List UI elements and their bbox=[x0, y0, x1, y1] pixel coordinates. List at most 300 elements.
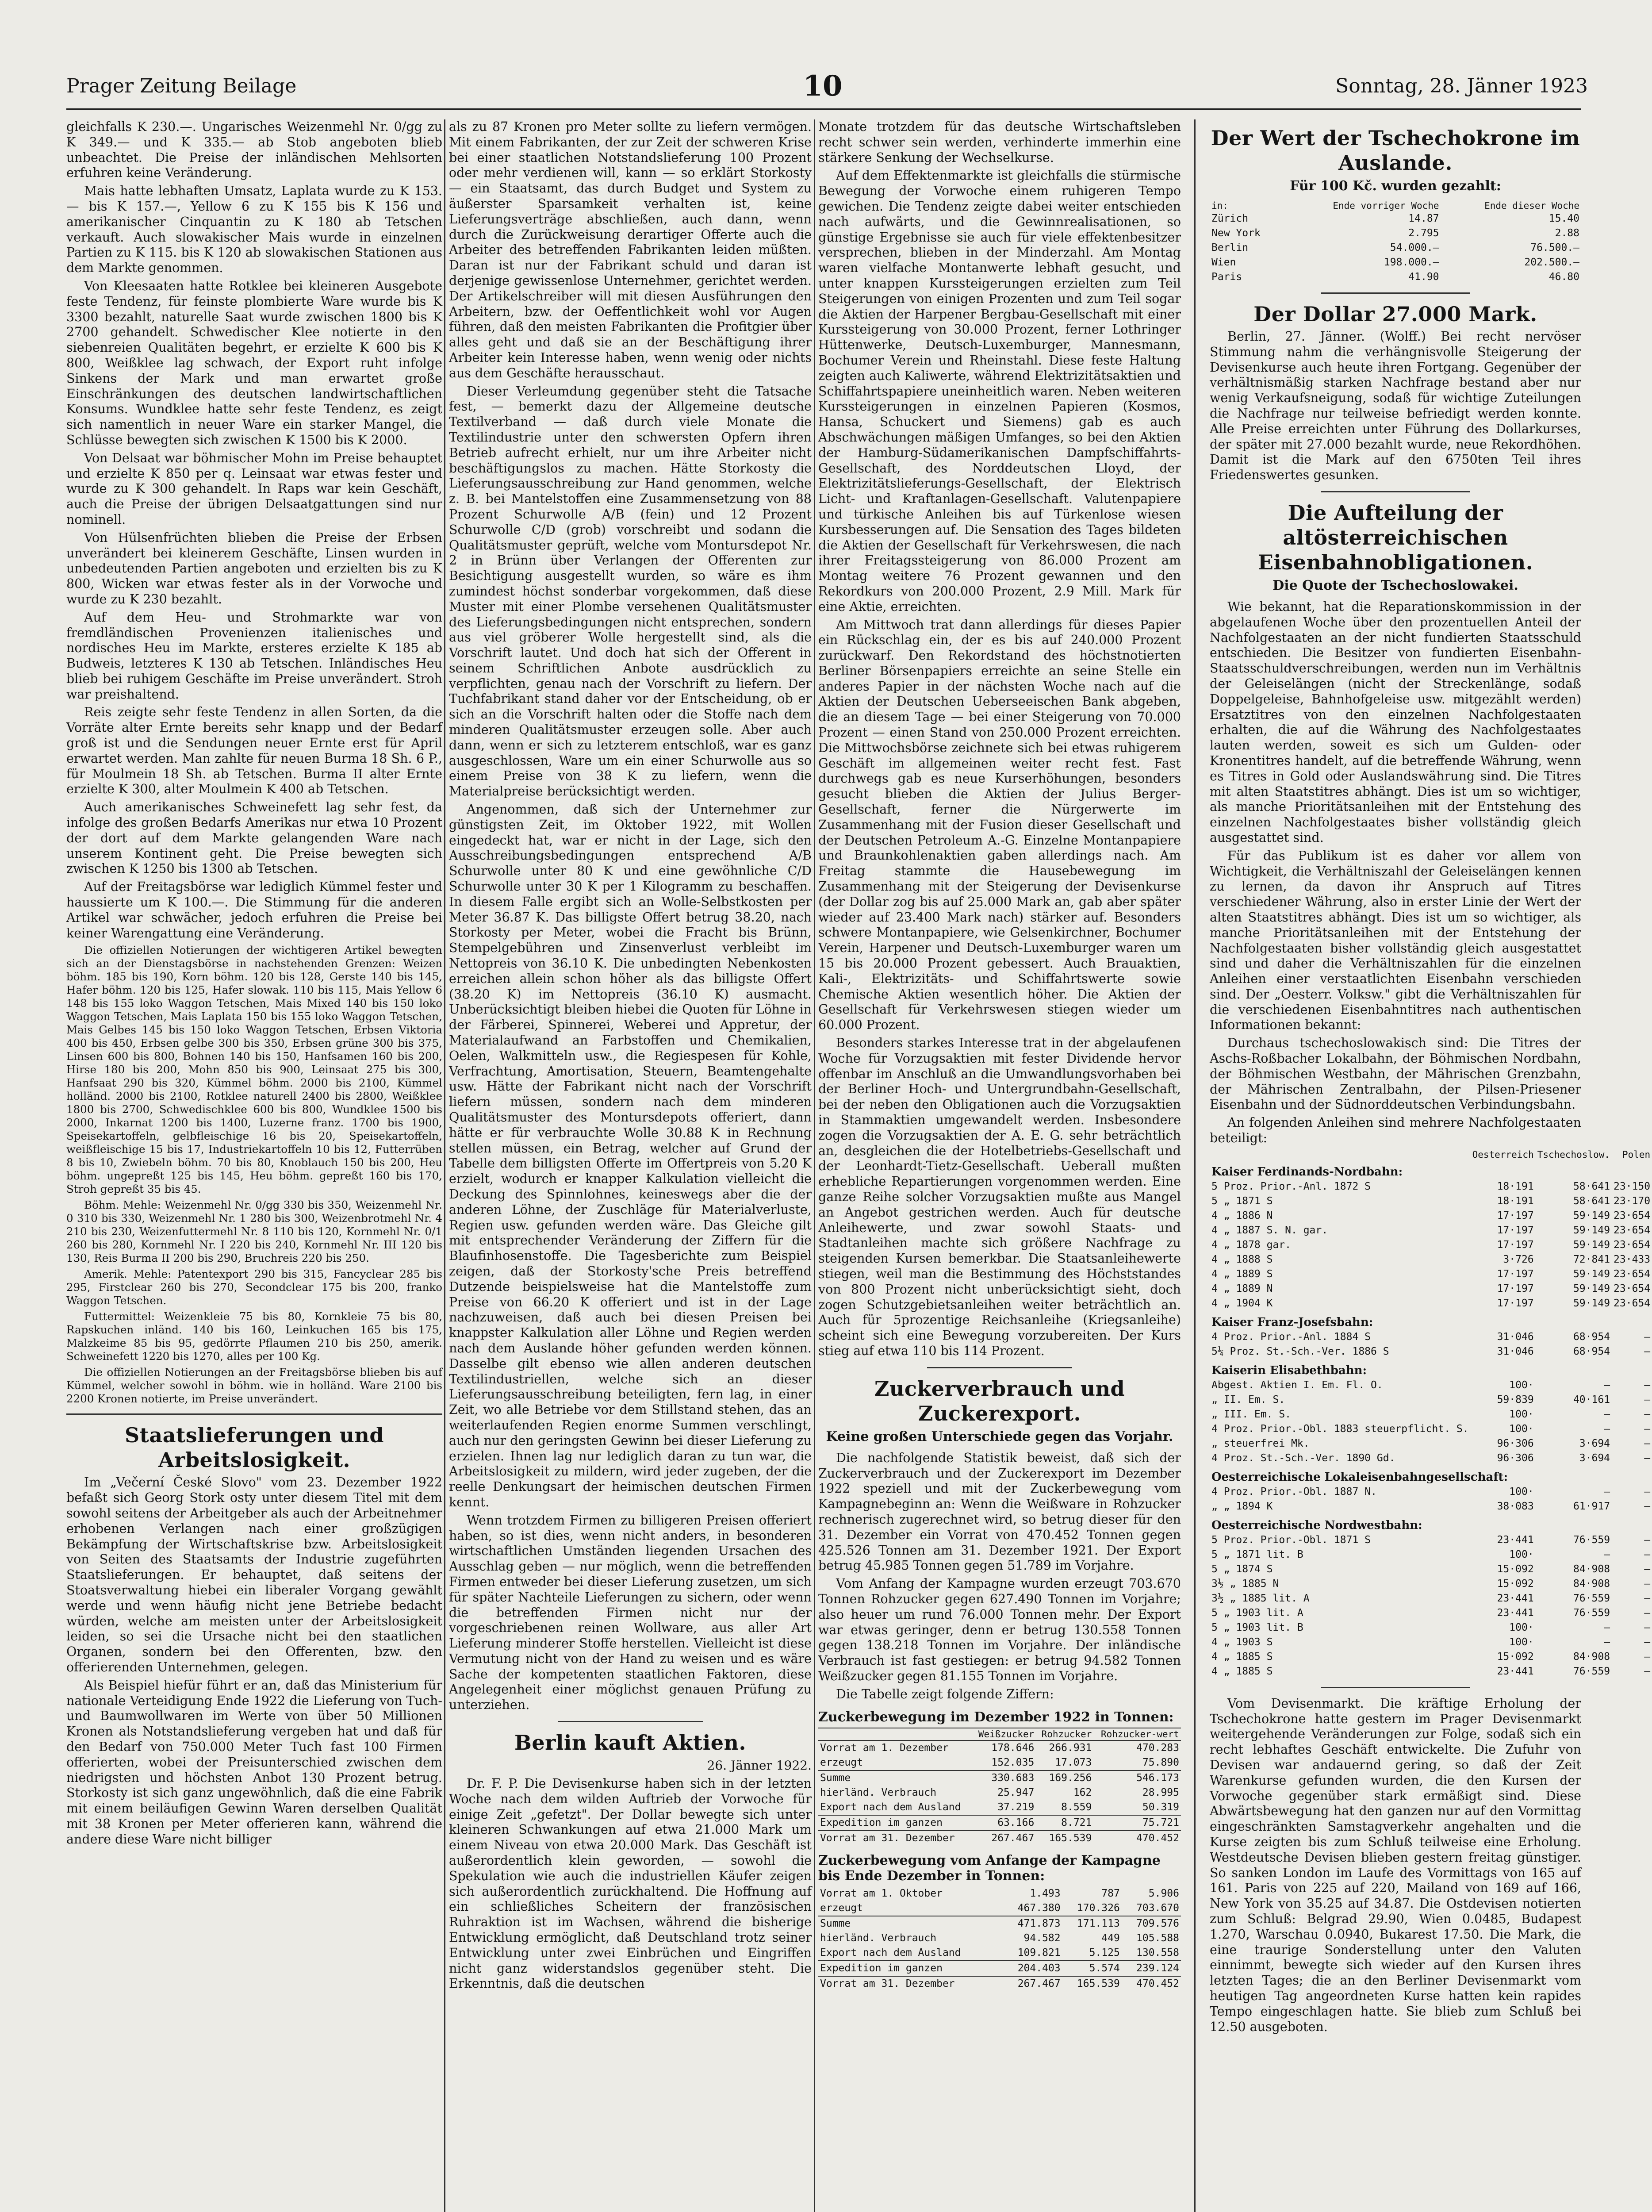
table-cell: 58·641 bbox=[1573, 1195, 1610, 1207]
table-cell: 152.035 bbox=[991, 1756, 1035, 1768]
table-cell: 96·306 bbox=[1497, 1437, 1534, 1449]
table-section-row bbox=[1210, 1311, 1652, 1330]
table-cell: 267.467 bbox=[1017, 1978, 1061, 1989]
table-cell: 266.931 bbox=[1049, 1742, 1092, 1754]
table-cell: 18·191 bbox=[1497, 1195, 1534, 1207]
table-cell: 5¼ Proz. St.-Sch.-Ver. 1886 S bbox=[1211, 1345, 1389, 1357]
table-cell: 17·197 bbox=[1497, 1210, 1534, 1221]
table-cell: Vorrat am 1. Dezember bbox=[820, 1742, 949, 1754]
table-cell: 23·654 bbox=[1614, 1297, 1651, 1309]
article-headline: Die Aufteilung der altösterreichischen Eisenbahnobligationen. bbox=[1257, 500, 1533, 574]
table-cell: 5 „ 1871 lit. B bbox=[1211, 1548, 1303, 1560]
table-cell: 94.582 bbox=[1023, 1932, 1061, 1944]
table-row bbox=[1210, 270, 1581, 284]
table-cell: 5 Proz. Prior.-Anl. 1872 S bbox=[1211, 1180, 1371, 1192]
currency-table bbox=[1210, 200, 1581, 284]
table-row bbox=[1210, 1252, 1652, 1267]
table-cell: hierländ. Verbrauch bbox=[820, 1786, 937, 1798]
article-separator bbox=[558, 1721, 703, 1722]
column-4 bbox=[1210, 119, 1651, 2212]
paragraph: Amerik. Mehle: Patentexport 290 bis 315, Fancyclear 285 bis 295, Firstclear 260 bis 270, Secondclear 175 bis 200, franko Waggon Tetschen. bbox=[66, 1267, 442, 1307]
table-cell: 84·908 bbox=[1573, 1578, 1610, 1590]
table-cell: 4 „ 1889 S bbox=[1211, 1268, 1273, 1280]
table-cell: — bbox=[1644, 1331, 1651, 1343]
table-cell: Vorrat am 31. Dezember bbox=[820, 1978, 955, 1989]
table-title: Zuckerbewegung im Dezember 1922 in Tonnen: bbox=[818, 1709, 1174, 1725]
table-cell: 4 Proz. Prior.-Obl. 1883 steuerpflicht. S. bbox=[1211, 1423, 1469, 1435]
paragraph: Dieser Verleumdung gegenüber steht die Tatsache fest, — bemerkt dazu der Allgemeine deutsche Textilverband — daß durch viele Monate die Textilindustrie unter den schwersten Opfern ihren Betrieb aufrecht erhielt, nur um ihre Arbeiter nicht beschäftigungslos zu machen. Hätte Storkosty die Lieferungsausschreibung zur Hand genommen, welche z. B. bei Mantelstoffen eine Zusammensetzung von 88 Prozent Schurwolle A/B (fein) und 12 Prozent Schurwolle C/D (grob) vorschreibt und sodann die Qualitätsmuster geprüft, welche vom Montursdepot Nr. 2 in Brünn über Verlangen der Offerenten zur Besichtigung ausgestellt wurden, so wäre es ihm zumindest höchst sonderbar vorgekommen, daß diese Muster mit einer Plombe versehenen Qualitätsmuster des Lieferungsbedingungen nicht entsprechen, sondern aus viel gröberer Wolle hergestellt sind, als die Vorschrift lautet. Und doch hat sich der Offerent in seinem Schriftlichen Anbote ausdrücklich zu verpflichten, genau nach der Vorschrift zu liefern. Der Tuchfabrikant stand daher vor der Entscheidung, ob er sich an die Vorschrift halten oder die Stoffe nach dem minderen Qualitätsmuster erzeugen solle. Aber auch dann, wenn er sich zu letzterem entschloß, war es ganz ausgeschlossen, Ware um ein einer Schurwolle aus so einem Preise von 38 K zu liefern, wenn die Materialpreise berücksichtigt werden. bbox=[449, 384, 812, 799]
table-cell: 76.500.— bbox=[1530, 242, 1579, 253]
table-cell: 23·654 bbox=[1614, 1210, 1651, 1221]
table-cell: — bbox=[1644, 1500, 1651, 1512]
table-row bbox=[1210, 1393, 1652, 1407]
table-cell: 3½ „ 1885 lit. A bbox=[1211, 1592, 1310, 1604]
table-cell: 703.670 bbox=[1136, 1902, 1179, 1914]
table-cell: 59·149 bbox=[1573, 1239, 1610, 1251]
table-cell: 4 „ 1886 N bbox=[1211, 1210, 1273, 1221]
table-cell: — bbox=[1644, 1651, 1651, 1663]
table-cell: 470.452 bbox=[1136, 1978, 1179, 1989]
table-cell: 59·149 bbox=[1573, 1224, 1610, 1236]
table-cell: — bbox=[1644, 1534, 1651, 1546]
table-row bbox=[1210, 1194, 1652, 1209]
table-row bbox=[1210, 1485, 1652, 1499]
table-cell: 59·149 bbox=[1573, 1210, 1610, 1221]
table-section-row bbox=[1210, 1466, 1652, 1485]
paragraph: Als Beispiel hiefür führt er an, daß das Ministerium für nationale Verteidigung Ende 1922 die Lieferung von Tuch- und Baumwollwaren im Werte von über 50 Millionen Kronen als Notstandslieferung vergeben hat und daß für den Bedarf von 750.000 Meter Tuch fast 100 Firmen offerierten, wobei der Preisunterschied zwischen dem niedrigsten und höchsten Anbot 130 Prozent betrug. Storkosty ist sich ganz ungewöhnlich, daß die eine Fabrik mit einem beiläufigen Gewinn Waren derselben Qualität mit 38 Kronen per Meter offerieren kann, während die andere diese Ware nicht billiger bbox=[66, 1678, 442, 1847]
table-cell: 72·841 bbox=[1573, 1253, 1610, 1265]
table-cell: 15·092 bbox=[1497, 1563, 1534, 1575]
paragraph: Besonders starkes Interesse trat in der abgelaufenen Woche für Vorzugsaktien mit fester Dividende hervor offenbar im Anschluß an die Umwandlungsvorhaben bei der Berliner Hoch- und Untergrundbahn-Gesellschaft, bei der neben den Obligationen auch die Vorzugsaktien in Stammaktien umgewandelt werden. Insbesondere zogen die Vorzugsaktien der A. E. G. sehr beträchtlich an, desgleichen die der Hotelbetriebs-Gesellschaft und der Leonhardt-Tietz-Gesellschaft. Ueberall mußten erhebliche Repartierungen vorgenommen werden. Eine ganze Reihe solcher Vorzugsaktien mußte aus Mangel an Angebot gestrichen werden. Auch für deutsche Anleihewerte, und zwar sowohl Staats- und Stadtanleihen machte sich größere Nachfrage zu steigenden Kursen bemerkbar. Die Staatsanleihewerte stiegen, weil man die Bestimmung des Höchststandes von 800 Prozent nicht unberücksichtigt sieht, doch zogen Schutzgebietsanleihen weiter beträchtlich an. Auch für 5prozentige Reichsanleihe (Kriegsanleihe) scheint sich eine Bewegung vorzubereiten. Der Kurs stieg auf etwa 110 bis 114 Prozent. bbox=[818, 1036, 1181, 1358]
table-row bbox=[1210, 241, 1581, 255]
table-cell: 105.588 bbox=[1136, 1932, 1179, 1944]
table-cell: 23·150 bbox=[1614, 1180, 1651, 1192]
paragraph: als zu 87 Kronen pro Meter sollte zu liefern vermögen. Mit einem Fabrikanten, der zur Zeit der schweren Krise bei einer staatlichen Notstandslieferung 100 Prozent oder mehr verdienen will, kann — so erklärt Storkosty — ein Staatsamt, das durch Budget und System zu äußerster Sparsamkeit verhalten ist, keine Lieferungsverträge abschließen, auch dann, wenn durch die Zurückweisung derartiger Offerte auch die Arbeiter des betreffenden Fabrikanten leiden müßten. Daran ist nur der Fabrikant schuld und daran ist derjenige gewissenlose Unternehmer, gerichtet werden. Der Artikelschreiber will mit diesen Ausführungen den Arbeitern, bzw. der Oeffentlichkeit wohl vor Augen führen, daß den meisten Fabrikanten die Profitgier über alles geht und daß sie an der Beschäftigung ihrer Arbeiter kein Interesse haben, wenn wenig oder nichts aus dem Geschäfte herausschaut. bbox=[449, 119, 812, 380]
table-cell: 59·149 bbox=[1573, 1268, 1610, 1280]
sugar-table-december bbox=[818, 1728, 1181, 1846]
paragraph: Auf der Freitagsbörse war lediglich Kümmel fester und haussierte um K 100.—. Die Stimmung für die anderen Artikel war schwächer, jedoch erfuhren die Preise bei keiner Warengattung eine Veränderung. bbox=[66, 879, 442, 941]
table-row bbox=[1210, 1577, 1652, 1591]
paragraph: Reis zeigte sehr feste Tendenz in allen Sorten, da die Vorräte alter Ernte bereits sehr knapp und der Bedarf groß ist und die Sendungen neuer Ernte erst für April erwartet werden. Man zahlte für neuen Burma 18 Sh. 6 P., für Moulmein 18 Sh. ab Tetschen. Burma II alter Ernte erzielte K 300, alter Moulmein K 400 ab Tetschen. bbox=[66, 705, 442, 797]
table-row bbox=[1210, 1179, 1652, 1194]
table-cell: 130.558 bbox=[1136, 1947, 1179, 1959]
table-cell: — bbox=[1644, 1379, 1651, 1391]
table-cell: 165.539 bbox=[1077, 1978, 1120, 1989]
table-row bbox=[1210, 255, 1581, 270]
table-row bbox=[1210, 1533, 1652, 1548]
table-cell: 3·694 bbox=[1579, 1452, 1610, 1464]
table-header: Ende dieser Woche bbox=[1484, 200, 1579, 211]
table-cell: 546.173 bbox=[1136, 1772, 1179, 1784]
table-row bbox=[818, 1740, 1181, 1755]
paragraph: Wenn trotzdem Firmen zu billigeren Preisen offeriert haben, so ist dies, wenn nicht anders, in besonderen wirtschaftlichen Umständen liegenden Ursachen des Ausschlag geben — nur möglich, wenn die betreffenden Firmen entweder bei dieser Lieferung zusetzen, um sich für später Nachteile Lieferungen zu sichern, oder wenn die betreffenden Firmen nicht nur der vorgeschriebenen reinen Wollware, aus aller Art Lieferung minderer Stoffe herstellen. Vielleicht ist diese Vermutung nicht von der Hand zu weisen und es wäre Sache der kompetenten staatlichen Faktoren, diese Angelegenheit einer möglichst genauen Prüfung zu unterziehen. bbox=[449, 1513, 812, 1713]
table-cell: 17·197 bbox=[1497, 1224, 1534, 1236]
table-cell: 5.906 bbox=[1148, 1887, 1179, 1899]
table-row bbox=[1210, 1606, 1652, 1621]
table-cell: 15·092 bbox=[1497, 1651, 1534, 1663]
table-cell: 4 „ 1904 K bbox=[1211, 1297, 1273, 1309]
paragraph: Für das Publikum ist es daher vor allem von Wichtigkeit, die Verhältniszahl der Geleiselängen kennen zu lernen, da davon ihr Anspruch auf Titres verschiedener Währung, also in erster Linie der Wert der alten Staatstitres abhängt. Dies ist um so wichtiger, als manche Prioritätsanleihen mit der Entstehung der Nachfolgestaaten bisher vollständig gleich ausgestattet sind und daher die Verhältniszahlen für die einzelnen Anleihen einer verstaatlichten Eisenbahn verschieden sind. Der „Oesterr. Volksw." gibt die Verhältniszahlen für die verschiedenen Eisenbahntitres nach authentischen Informationen bekannt: bbox=[1210, 848, 1581, 1033]
table-cell: 23·441 bbox=[1497, 1534, 1534, 1546]
table-section-row bbox=[1210, 1160, 1652, 1179]
table-section-row bbox=[1210, 1514, 1652, 1533]
table-cell: 4 „ 1888 S bbox=[1211, 1253, 1273, 1265]
table-cell: Expedition im ganzen bbox=[820, 1962, 943, 1974]
paragraph: Futtermittel: Weizenkleie 75 bis 80, Kornkleie 75 bis 80, Rapskuchen inländ. 140 bis 160, Leinkuchen 165 bis 175, Malzkeime 85 bis 95, gedörrte Pflaumen 210 bis 250, amerik. Schweinefett 1220 bis 1270, alles per 100 Kg. bbox=[66, 1310, 442, 1363]
paragraph: Von Delsaat war böhmischer Mohn im Preise behauptet und erzielte K 850 per q. Leinsaat war etwas fester und wurde zu K 300 gehandelt. In Raps war kein Geschäft, auch die Preise der übrigen Delsaatgattungen sind nur nominell. bbox=[66, 450, 442, 527]
paragraph: Berlin, 27. Jänner. (Wolff.) Bei recht nervöser Stimmung nahm die verhängnisvolle Steigerung der Devisenkurse auch heute ihren Fortgang. Gegenüber der verhältnismäßig starken Nachfrage bestand aber nur wenig Verkaufsneigung, sodaß für wichtige Zuteilungen die Nachfrage nur teilweise befriedigt werden konnte. Alle Preise erreichten unter Führung des Dollarkurses, der später mit 27.000 bezahlt wurde, neue Rekordhöhen. Damit ist die Mark auf den 6750ten Teil ihres Friedenswertes gesunken. bbox=[1210, 329, 1581, 483]
table-cell: — bbox=[1644, 1486, 1651, 1498]
article-subheadline: Für 100 Kč. wurden gezahlt: bbox=[1290, 178, 1501, 194]
table-row bbox=[1210, 1664, 1652, 1679]
table-header: Rohzucker-wert bbox=[1100, 1728, 1179, 1740]
table-row bbox=[1210, 1267, 1652, 1282]
table-row bbox=[1210, 1223, 1652, 1238]
table-cell: 5 „ 1874 S bbox=[1211, 1563, 1273, 1575]
paragraph: Die Tabelle zeigt folgende Ziffern: bbox=[836, 1686, 1054, 1701]
table-cell: 28.995 bbox=[1142, 1786, 1179, 1798]
table-cell: 170.326 bbox=[1077, 1902, 1120, 1914]
table-cell: „ III. Em. S. bbox=[1211, 1408, 1292, 1420]
paragraph: Vom Devisenmarkt. Die kräftige Erholung der Tschechokrone hatte gestern im Prager Devisenmarkt weitergehende Veränderungen zur Folge, sodaß sich ein recht lebhaftes Geschäft entwickelte. Die Zufuhr von Devisen war andauernd gering, so daß der Zeit Warenkurse gefunden wurden, die den Kursen der Vorwoche gegenüber stark ermäßigt sind. Diese Abwärtsbewegung hat den ganzen nur auf den Vormittag eingeschränkten Samstagverkehr angehalten und die Kurse zeigten bis zum Schluß teilweise eine Erholung. Westdeutsche Devisen blieben gestern freitag günstiger. So sanken London im Laufe des Vormittags von 165 auf 161. Paris von 225 auf 220, Mailand von 169 auf 166, New York von 35.25 auf 34.87. Die Ostdevisen notierten zum Schluß: Belgrad 29.90, Wien 0.0485, Budapest 1.270, Warschau 0.0940, Bukarest 17.50. Die Mark, die eine traurige Sonderstellung unter den Valuten einnimmt, bewegte sich wieder auf den Kursen ihres letzten Tages; die an den Berliner Devisenmarkt vom heutigen Tag angeordneten Kurse hatten kein rapides Tempo eingeschlagen hatte. Sie blieb zum Schluß bei 12.50 ausgeboten. bbox=[1210, 1696, 1581, 2034]
table-cell: 37.219 bbox=[997, 1801, 1035, 1813]
table-cell: 4 Proz. Prior.-Obl. 1887 N. bbox=[1211, 1486, 1377, 1498]
table-row bbox=[1210, 1238, 1652, 1252]
table-cell: 23·654 bbox=[1614, 1268, 1651, 1280]
table-cell: 59·839 bbox=[1497, 1394, 1534, 1406]
table-row bbox=[818, 1976, 1181, 1991]
table-row bbox=[818, 1770, 1181, 1786]
column-1 bbox=[66, 119, 442, 2212]
table-cell: 169.256 bbox=[1049, 1772, 1092, 1784]
table-cell: 23·170 bbox=[1614, 1195, 1651, 1207]
table-cell: — bbox=[1644, 1548, 1651, 1560]
table-row bbox=[1210, 1330, 1652, 1344]
table-cell: 18·191 bbox=[1497, 1180, 1534, 1192]
table-cell: Export nach dem Ausland bbox=[820, 1947, 961, 1959]
table-cell: erzeugt bbox=[820, 1756, 863, 1768]
table-cell: — bbox=[1644, 1394, 1651, 1406]
table-cell: 59·149 bbox=[1573, 1283, 1610, 1294]
header-date: Sonntag, 28. Jänner 1923 bbox=[1335, 75, 1588, 97]
table-cell: 4 „ 1903 S bbox=[1211, 1636, 1273, 1648]
table-section-row bbox=[1210, 1359, 1652, 1378]
table-section-title: Kaiserin Elisabethbahn: bbox=[1211, 1363, 1367, 1377]
table-cell: 100· bbox=[1509, 1379, 1534, 1391]
column-divider bbox=[814, 119, 815, 2212]
table-cell: 171.113 bbox=[1077, 1917, 1120, 1929]
paragraph: Auf dem Effektenmarkte ist gleichfalls die stürmische Bewegung der Vorwoche einem ruhigeren Tempo gewichen. Die Tendenz zeigte dabei weiter entschieden nach aufwärts, und die Gewinnrealisationen, so günstige Ergebnisse sie auch für viele effektenbesitzer versprechen, blieben in der Minderzahl. Am Montag waren vielfache Montanwerte lebhaft gesucht, und unter knappen Kurssteigerungen erzielten zum Teil Steigerungen von einigen Prozenten und zum Teil sogar die Aktien der Harpener Bergbau-Gesellschaft mit einer Kurssteigerung von 30.000 Prozent, ferner Lothringer Hüttenwerke, Deutsch-Luxemburger, Mannesmann, Bochumer Verein und Rheinstahl. Diese feste Haltung zeigten auch Kaliwerte, während Elektrizitätsaktien und Schiffahrtspapiere uneinheitlich waren. Neben weiteren Kurssteigerungen in einzelnen Papieren (Kosmos, Hansa, Schuckert und Siemens) gab es auch Abschwächungen mäßigen Umfanges, so bei den Aktien der Hamburg-Südamerikanischen Dampfschiffahrts-Gesellschaft, des Norddeutschen Lloyd, der Elektrizitätslieferungs-Gesellschaft, der Elektrisch Licht- und Kraftanlagen-Gesellschaft. Valutenpapiere und türkische Anleihen bis auf Türkenlose wiesen Kursbesserungen auf. Die Sensation des Tages bildeten die Aktien der Gesellschaft für Verkehrswesen, die nach ihrer Freitagssteigerung von 86.000 Prozent am Montag weitere 76 Prozent gewannen und den Rekordkurs von 200.000 Prozent, 2.9 Mill. Mark für eine Aktie, erreichten. bbox=[818, 168, 1181, 614]
table-row bbox=[818, 1815, 1181, 1831]
table-cell: 59·149 bbox=[1573, 1297, 1610, 1309]
table-row bbox=[1210, 226, 1581, 241]
table-cell: 14.87 bbox=[1408, 213, 1439, 224]
article-separator bbox=[1321, 1687, 1470, 1688]
page-number: 10 bbox=[803, 69, 843, 103]
table-cell: 17.073 bbox=[1055, 1756, 1092, 1768]
table-cell: 4 „ 1878 gar. bbox=[1211, 1239, 1292, 1251]
table-cell: 5 „ 1903 lit. B bbox=[1211, 1621, 1303, 1633]
table-cell: 1.493 bbox=[1030, 1887, 1061, 1899]
table-row bbox=[1210, 1635, 1652, 1650]
table-section-title: Kaiser Franz-Josefsbahn: bbox=[1211, 1315, 1373, 1329]
table-cell: 202.500.— bbox=[1524, 257, 1579, 268]
table-cell: 8.559 bbox=[1061, 1801, 1092, 1813]
table-section-title: Kaiser Ferdinands-Nordbahn: bbox=[1211, 1165, 1403, 1179]
table-cell: Vorrat am 1. Oktober bbox=[820, 1887, 943, 1899]
table-header: in: bbox=[1211, 200, 1228, 211]
header-title: Prager Zeitung Beilage bbox=[66, 75, 297, 97]
table-cell: 330.683 bbox=[991, 1772, 1035, 1784]
table-cell: 46.80 bbox=[1549, 271, 1579, 283]
table-row bbox=[1210, 1548, 1652, 1562]
table-row bbox=[818, 1886, 1181, 1901]
table-header: Tschechoslow. bbox=[1537, 1149, 1610, 1160]
table-row bbox=[1210, 1499, 1652, 1514]
table-cell: Summe bbox=[820, 1917, 851, 1929]
table-header bbox=[1210, 1149, 1471, 1160]
table-cell: 471.873 bbox=[1017, 1917, 1061, 1929]
table-cell: 5.125 bbox=[1089, 1947, 1120, 1959]
paragraph: gleichfalls K 230.—. Ungarisches Weizenmehl Nr. 0/gg zu K 349.— und K 335.— ab Stob angeboten blieb unbeachtet. Die Preise der inländischen Mehlsorten erfuhren keine Veränderung. bbox=[66, 119, 442, 180]
table-cell: 23·654 bbox=[1614, 1283, 1651, 1294]
table-cell: 15.40 bbox=[1549, 213, 1579, 224]
table-header: Oesterreich bbox=[1472, 1149, 1534, 1160]
column-2 bbox=[449, 119, 812, 2212]
table-cell: New York bbox=[1211, 227, 1261, 239]
table-cell: Vorrat am 31. Dezember bbox=[820, 1832, 955, 1844]
table-row bbox=[1210, 211, 1581, 226]
table-cell: 5 Proz. Prior.-Obl. 1871 S bbox=[1211, 1534, 1371, 1546]
table-row bbox=[1210, 1407, 1652, 1422]
price-listings bbox=[66, 944, 442, 1406]
table-row bbox=[1210, 1451, 1652, 1466]
railway-table bbox=[1210, 1149, 1652, 1679]
table-cell: 100· bbox=[1509, 1548, 1534, 1560]
table-cell: 709.576 bbox=[1136, 1917, 1179, 1929]
table-header bbox=[818, 1728, 973, 1740]
table-cell: 5.574 bbox=[1089, 1962, 1120, 1974]
paragraph: Böhm. Mehle: Weizenmehl Nr. 0/gg 330 bis 350, Weizenmehl Nr. 0 310 bis 330, Weizenmehl Nr. 1 280 bis 300, Weizenbrotmehl Nr. 4 210 bis 230, Weizenfuttermehl Nr. 8 110 bis 120, Kornmehl Nr. 0/1 260 bis 280, Kornmehl Nr. I 220 bis 240, Kornmehl Nr. III 120 bis 130, Reis Burma II 200 bis 290, Bruchreis 220 bis 250. bbox=[66, 1198, 442, 1265]
table-cell: — bbox=[1604, 1379, 1610, 1391]
table-cell: 76·559 bbox=[1573, 1607, 1610, 1619]
table-cell: 4 „ 1887 S. N. gar. bbox=[1211, 1224, 1328, 1236]
table-cell: 470.283 bbox=[1136, 1742, 1179, 1754]
table-cell: 17·197 bbox=[1497, 1297, 1534, 1309]
table-cell: — bbox=[1644, 1665, 1651, 1677]
table-cell: 31·046 bbox=[1497, 1345, 1534, 1357]
table-cell: 165.539 bbox=[1049, 1832, 1092, 1844]
table-cell: 76·559 bbox=[1573, 1534, 1610, 1546]
table-cell: — bbox=[1644, 1345, 1651, 1357]
paragraph: Dr. F. P. Die Devisenkurse haben sich in der letzten Woche nach dem wilden Auftrieb der Vorwoche für einige Zeit „gefetzt". Der Dollar bewegte sich unter kleineren Schwankungen auf etwa 21.000 Mark um einem Niveau von etwa 20.000 Mark. Das Geschäft ist außerordentlich klein geworden, — sowohl die Spekulation wie auch die industriellen Käufer zeigen sich außerordentlich zurückhaltend. Die Hoffnung auf ein schließliches Scheitern der französischen Ruhraktion ist im Wachsen, während die bisherige Entwicklung ermöglicht, daß Deutschland trotz seiner Entwicklung unter zwei Einbrüchen und Eingriffen nicht ganz widerstandslos gegenüber steht. Die Erkenntnis, daß die deutschen bbox=[449, 1776, 812, 1991]
table-cell: — bbox=[1604, 1548, 1610, 1560]
table-cell: 162 bbox=[1073, 1786, 1092, 1798]
table-cell: — bbox=[1644, 1437, 1651, 1449]
table-cell: „ steuerfrei Mk. bbox=[1211, 1437, 1310, 1449]
paragraph: Vom Anfang der Kampagne wurden erzeugt 703.670 Tonnen Rohzucker gegen 627.490 Tonnen im Vorjahre; also heuer um rund 76.000 Tonnen mehr. Der Export war etwas geringer, denn er betrug 130.558 Tonnen gegen 138.218 Tonnen im Vorjahre. Der inländische Verbrauch ist fast gestiegen: er betrug 94.582 Tonnen Weißzucker gegen 81.155 Tonnen im Vorjahre. bbox=[818, 1576, 1181, 1683]
table-row bbox=[1210, 1591, 1652, 1606]
table-cell: 17·197 bbox=[1497, 1239, 1534, 1251]
table-cell: 68·954 bbox=[1573, 1331, 1610, 1343]
article-subheadline: Keine großen Unterschiede gegen das Vorjahr. bbox=[826, 1429, 1173, 1444]
table-cell: 3·726 bbox=[1503, 1253, 1534, 1265]
paragraph: Auch amerikanisches Schweinefett lag sehr fest, da infolge des großen Bedarfs Amerikas nur etwa 10 Prozent der dort auf dem Markte gelangenden Ware nach unserem Kontinent geht. Die Preise bewegten sich zwischen K 1250 bis 1300 ab Tetschen. bbox=[66, 800, 442, 876]
table-cell: 4 Proz. Prior.-Anl. 1884 S bbox=[1211, 1331, 1371, 1343]
article-headline: Zuckerverbrauch und Zuckerexport. bbox=[874, 1376, 1125, 1425]
table-cell: 3½ „ 1885 N bbox=[1211, 1578, 1279, 1590]
table-cell: 75.890 bbox=[1142, 1756, 1179, 1768]
table-cell: 100· bbox=[1509, 1486, 1534, 1498]
table-cell: 54.000.— bbox=[1390, 242, 1439, 253]
table-row bbox=[1210, 1282, 1652, 1296]
table-section-title: Oesterreichische Lokaleisenbahngesellschaft: bbox=[1211, 1470, 1508, 1484]
table-cell: — bbox=[1604, 1621, 1610, 1633]
paragraph: Auf dem Heu- und Strohmarkte war von fremdländischen Provenienzen italienisches und nordisches Heu im Markte, ersteres erzielte K 185 ab Budweis, letzteres K 130 ab Tetschen. Inländisches Heu blieb bei ruhigem Geschäfte im Preise unverändert. Stroh war preishaltend. bbox=[66, 610, 442, 702]
table-cell: — bbox=[1644, 1607, 1651, 1619]
paragraph: Am Mittwoch trat dann allerdings für dieses Papier ein Rückschlag ein, der es bis auf 240.000 Prozent zurückwarf. Den Rekordstand des höchstnotierten Berliner Börsenpapiers erreichte an seine Stelle ein anderes Papier in der nächsten Woche nach auf die Aktien der Deutschen Ueberseeischen Bank abgeben, die an diesem Tage — bei einer Steigerung von 70.000 Prozent — einen Stand von 250.000 Prozent erreichten. Die Mittwochsbörse zeichnete sich bei etwas ruhigerem Geschäft im allgemeinen weiter recht fest. Fast durchwegs gab es neue Kurserhöhungen, besonders gesucht blieben die Aktien der Julius Berger-Gesellschaft, ferner die Nürgerwerte im Zusammenhang mit der Fusion dieser Gesellschaft und der Deutschen Petroleum A.-G. Einzelne Montanpapiere und Braunkohlenaktien gaben allerdings nach. Am Freitag stammte die Hausebewegung im Zusammenhang mit der Steigerung der Devisenkurse (der Dollar zog bis auf 25.000 Mark an, gab aber später wieder auf 23.400 Mark nach) stärker auf. Besonders schwere Montanpapiere, wie Gelsenkirchner, Bochumer Verein, Harpener und Deutsch-Luxemburger waren um 15 bis 20.000 Prozent gebessert. Auch Brauaktien, Kali-, Elektrizitäts- und Schiffahrtswerte sowie Chemische Aktien wesentlich höher. Die Aktien der Gesellschaft für Verkehrswesen stiegen wieder um 60.000 Prozent. bbox=[818, 617, 1181, 1033]
article-headline: Der Dollar 27.000 Mark. bbox=[1253, 302, 1537, 326]
table-row bbox=[818, 1800, 1181, 1815]
article-separator bbox=[927, 1367, 1072, 1368]
table-cell: 4 „ 1889 N bbox=[1211, 1283, 1273, 1294]
paragraph: Angenommen, daß sich der Unternehmer zur günstigsten Zeit, im Oktober 1922, mit Wollen eingedeckt hat, war er nicht in der Lage, sich den Ausschreibungsbedingungen entsprechend A/B Schurwolle unter 80 K und eine gewöhnliche C/D Schurwolle unter 30 K per 1 Kilogramm zu beschaffen. In diesem Falle ergibt sich an Wolle-Selbstkosten per Meter 36.87 K. Das billigste Offert betrug 38.20, nach Storkosty per Meter, wobei die Fracht bis Brünn, Stempelgebühren und Zinsenverlust verbleibt im Nettopreis von 36.10 K. Die unbedingten Nebenkosten erreichen allein schon höher als das billigste Offert (38.20 K) im Nettopreis (36.10 K) ausmacht. Unberücksichtigt bleiben hiebei die Quoten für Löhne in der Färberei, Spinnerei, Weberei und Appretur, der Materialaufwand an Farbstoffen und Chemikalien, Oelen, Walkmitteln usw., die Regiespesen für Kohle, Verfrachtung, Amortisation, Steuern, Beamtengehalte usw. Hätte der Fabrikant nicht nach der Vorschrift liefern müssen, sondern nach dem minderen Qualitätsmuster des Montursdepots offeriert, dann hätte er für verbrauchte Wolle 30.88 K in Rechnung stellen müssen, ein Betrag, welcher auf Grund der Tabelle dem billigsten Offerte im Offertpreis von 5.20 K erzielt, wodurch er knapper Kalkulation vielleicht die Deckung des Spinnlohnes, keineswegs aber die der anderen Löhne, der Zuschläge für Materialverluste, Regien usw. gefunden werden wäre. Das Gleiche gilt mit entsprechender Veränderung der Ziffern für die Blaufinhosenstoffe. Die Tagesberichte zum Beispiel zeigen, daß der Storkosty'sche Preis betreffend Dutzende beispielsweise hat die Mantelstoffe zum Preise von 66.20 K offeriert und ist in der Lage nachzuweisen, daß auch bei diesen Preisen bei knappster Kalkulation aller Löhne und Regien werden nach dem Auslande höher gefunden werden können. Dasselbe gilt ebenso wie allen anderen deutschen Textilindustriellen, welche sich an dieser Lieferungsausschreibung beteiligten, fern lag, in einer Zeit, wo alle Betriebe vor dem Stillstand stehen, das an weiterlaufenden Regien enorme Summen verschlingt, auch nur den geringsten Gewinn bei dieser Lieferung zu erzielen. Ihnen lag nur lediglich daran zu tun war, die Arbeitslosigkeit zu mildern, wird jeder zugeben, der die reelle Denkungsart der heimischen deutschen Firmen kennt. bbox=[449, 802, 812, 1509]
table-cell: 239.124 bbox=[1136, 1962, 1179, 1974]
table-row bbox=[1210, 1344, 1652, 1359]
header-rule bbox=[66, 108, 1581, 110]
table-cell: 2.88 bbox=[1555, 227, 1579, 239]
paragraph: Monate trotzdem für das deutsche Wirtschaftsleben recht schwer sein werden, verhinderte immerhin eine stärkere Senkung der Wechselkurse. bbox=[818, 119, 1181, 165]
paragraph: Die nachfolgende Statistik beweist, daß sich der Zuckerverbrauch und der Zuckerexport im Dezember 1922 speziell und mit der Zuckerbewegung vom Kampagnebeginn an: Wenn die Weißware in Rohzucker rechnerisch zugerechnet wird, so betrug dieser für den 31. Dezember ein Vorrat von 470.452 Tonnen gegen 425.526 Tonnen am 31. Dezember 1921. Der Export betrug 45.985 Tonnen gegen 51.789 im Vorjahre. bbox=[818, 1450, 1181, 1573]
table-cell: Abgest. Aktien I. Em. Fl. O. bbox=[1211, 1379, 1383, 1391]
table-cell: Paris bbox=[1211, 271, 1242, 283]
table-header: Ende vorriger Woche bbox=[1333, 200, 1439, 211]
table-header: Rohzucker bbox=[1041, 1728, 1092, 1740]
table-row bbox=[1210, 1422, 1652, 1436]
table-cell: — bbox=[1644, 1621, 1651, 1633]
table-cell: 3·694 bbox=[1579, 1437, 1610, 1449]
table-cell: — bbox=[1644, 1563, 1651, 1575]
table-cell: — bbox=[1604, 1636, 1610, 1648]
paragraph: Durchaus tschechoslowakisch sind: Die Titres der Aschs-Roßbacher Lokalbahn, der Böhmischen Nordbahn, der Böhmischen Westbahn, der Mährischen Grenzbahn, der Mährischen Zentralbahn, der Pilsen-Priesener Eisenbahn und der Südnorddeutschen Verbindungsbahn. bbox=[1210, 1036, 1581, 1112]
paragraph: An folgenden Anleihen sind mehrere Nachfolgestaaten beteiligt: bbox=[1210, 1115, 1581, 1146]
table-cell: 5 „ 1903 lit. A bbox=[1211, 1607, 1303, 1619]
table-header: Weißzucker bbox=[978, 1728, 1035, 1740]
paragraph: Die offiziellen Notierungen an der Freitagsbörse blieben bis auf Kümmel, welcher sowohl in böhm. wie in holländ. Ware 2100 bis 2200 Kronen notierte, im Preise unverändert. bbox=[66, 1366, 442, 1406]
table-row bbox=[818, 1931, 1181, 1946]
table-cell: 204.403 bbox=[1017, 1962, 1061, 1974]
table-row bbox=[818, 1831, 1181, 1846]
article-separator bbox=[1321, 491, 1470, 492]
paragraph: Von Kleesaaten hatte Rotklee bei kleineren Ausgebote feste Tendenz, für feinste plombierte Ware wurde bis K 3300 bezahlt, naturelle Saat wurde zwischen 1800 bis K 2700 gehandelt. Schwedischer Klee notierte in den siebenreien Qualitäten begehrt, er erzielte K 600 bis K 800, Weißklee lag schwach, der Export ruht infolge Sinkens der Mark und man erwartet große Einschränkungen des deutschen landwirtschaftlichen Konsums. Wundklee hatte sehr feste Tendenz, es zeigt sich namentlich in neuer Ware ein starker Mangel, die Schlüsse bewegten sich zwischen K 1500 bis K 2000. bbox=[66, 278, 442, 447]
table-cell: 58·641 bbox=[1573, 1180, 1610, 1192]
table-row bbox=[1210, 1378, 1652, 1393]
table-cell: 4 Proz. St.-Sch.-Ver. 1890 Gd. bbox=[1211, 1452, 1395, 1464]
table-cell: 23·441 bbox=[1497, 1607, 1534, 1619]
table-cell: 100· bbox=[1509, 1621, 1534, 1633]
table-cell: — bbox=[1604, 1423, 1610, 1435]
table-row bbox=[1210, 1436, 1652, 1451]
table-cell: 23·654 bbox=[1614, 1224, 1651, 1236]
table-cell: 267.467 bbox=[991, 1832, 1035, 1844]
article-subheadline: Die Quote der Tschechoslowakei. bbox=[1273, 577, 1518, 593]
table-cell: 470.452 bbox=[1136, 1832, 1179, 1844]
table-cell: „ „ 1894 K bbox=[1211, 1500, 1273, 1512]
paragraph: Von Hülsenfrüchten blieben die Preise der Erbsen unverändert bei kleinerem Geschäfte, Linsen wurden in unbedeutenden Partien angeboten und erzielten bis zu K 800, Wicken war etwas fester als in der Vorwoche und wurde zu K 230 bezahlt. bbox=[66, 530, 442, 607]
table-cell: 61·917 bbox=[1573, 1500, 1610, 1512]
column-divider bbox=[444, 119, 445, 2212]
table-cell: 76·559 bbox=[1573, 1665, 1610, 1677]
table-cell: 467.380 bbox=[1017, 1902, 1061, 1914]
table-cell: 41.90 bbox=[1408, 271, 1439, 283]
table-cell: 15·092 bbox=[1497, 1578, 1534, 1590]
table-cell: — bbox=[1644, 1578, 1651, 1590]
table-cell: 23·654 bbox=[1614, 1239, 1651, 1251]
table-cell: — bbox=[1644, 1636, 1651, 1648]
table-cell: 96·306 bbox=[1497, 1452, 1534, 1464]
article-headline: Berlin kauft Aktien. bbox=[514, 1731, 746, 1755]
table-cell: 178.646 bbox=[991, 1742, 1035, 1754]
table-cell: — bbox=[1644, 1408, 1651, 1420]
table-cell: 787 bbox=[1101, 1887, 1120, 1899]
table-cell: 63.166 bbox=[997, 1816, 1035, 1828]
table-cell: Expedition im ganzen bbox=[820, 1816, 943, 1828]
table-cell: 76·559 bbox=[1573, 1592, 1610, 1604]
paragraph: Wie bekannt, hat die Reparationskommission in der abgelaufenen Woche über den prozentuellen Anteil der Nachfolgestaaten an der nicht fundierten Staatsschuld entschieden. Die Besitzer von fundierten Eisenbahn-Staatsschuldverschreibungen, werden nun im Verhältnis der Geleiselängen (nicht der Streckenlänge, sodaß Doppelgeleise, Bahnhofgeleise usw. mitgezählt werden) Ersatztitres von den einzelnen Nachfolgestaaten erhalten, die auf die Währung des Nachfolgestaates lauten werden, soweit es sich um Gulden- oder Kronentitres handelt, auf die betreffende Währung, wenn es Titres in Gold oder Auslandswährung sind. Die Titres mit alten Staatstitres abhängt. Dies ist um so wichtiger, als manche Prioritätsanleihen mit der Entstehung des einzelnen Nachfolgestaates bisher vollständig gleich ausgestattet sind. bbox=[1210, 599, 1581, 845]
table-cell: 100· bbox=[1509, 1408, 1534, 1420]
table-row bbox=[818, 1946, 1181, 1961]
table-cell: 449 bbox=[1101, 1932, 1120, 1944]
article-separator bbox=[66, 1413, 442, 1415]
table-cell: 25.947 bbox=[997, 1786, 1035, 1798]
market-report bbox=[66, 119, 442, 941]
table-header: Polen bbox=[1622, 1149, 1651, 1160]
table-row bbox=[1210, 1209, 1652, 1223]
table-cell: Berlin bbox=[1211, 242, 1249, 253]
table-cell: 50.319 bbox=[1142, 1801, 1179, 1813]
table-cell: 75.721 bbox=[1142, 1816, 1179, 1828]
column-3 bbox=[818, 119, 1181, 2212]
table-cell: — bbox=[1644, 1452, 1651, 1464]
table-cell: 109.821 bbox=[1017, 1947, 1061, 1959]
table-cell: Summe bbox=[820, 1772, 851, 1784]
table-cell: Export nach dem Ausland bbox=[820, 1801, 961, 1813]
table-row bbox=[1210, 1621, 1652, 1635]
table-row bbox=[1210, 1562, 1652, 1577]
table-cell: 84·908 bbox=[1573, 1563, 1610, 1575]
table-cell: 68·954 bbox=[1573, 1345, 1610, 1357]
table-cell: 23·433 bbox=[1614, 1253, 1651, 1265]
table-row bbox=[818, 1901, 1181, 1916]
table-cell: — bbox=[1604, 1486, 1610, 1498]
sugar-table-campaign bbox=[818, 1886, 1181, 1991]
table-cell: „ II. Em. S. bbox=[1211, 1394, 1285, 1406]
table-cell: 8.721 bbox=[1061, 1816, 1092, 1828]
table-cell: 5 „ 1871 S bbox=[1211, 1195, 1273, 1207]
table-cell: 4 „ 1885 S bbox=[1211, 1651, 1273, 1663]
table-cell: 17·197 bbox=[1497, 1268, 1534, 1280]
table-cell: 17·197 bbox=[1497, 1283, 1534, 1294]
paragraph: Die offiziellen Notierungen der wichtigeren Artikel bewegten sich an der Dienstagsbörse in nachstehenden Grenzen: Weizen böhm. 185 bis 190, Korn böhm. 120 bis 128, Gerste 140 bis 145, Hafer böhm. 120 bis 125, Hafer slowak. 110 bis 115, Mais Yellow 6 148 bis 155 loko Waggon Tetschen, Mais Mixed 140 bis 150 loko Waggon Tetschen, Mais Laplata 150 bis 155 loko Waggon Tetschen, Mais Gelbes 145 bis 150 loko Waggon Tetschen, Erbsen Viktoria 400 bis 450, Erbsen gelbe 300 bis 350, Erbsen grüne 300 bis 375, Linsen 600 bis 800, Bohnen 140 bis 150, Hanfsamen 160 bis 200, Hirse 180 bis 200, Mohn 850 bis 900, Leinsaat 275 bis 300, Hanfsaat 290 bis 320, Kümmel böhm. 2000 bis 2100, Kümmel holländ. 2000 bis 2100, Rotklee naturell 2400 bis 2800, Weißklee 1800 bis 2700, Schwedischklee 600 bis 800, Wundklee 1500 bis 2000, Inkarnat 1200 bis 1400, Luzerne franz. 1700 bis 1900, Speisekartoffeln, gelbfleischige 16 bis 20, Speisekartoffeln, weißfleischige 15 bis 17, Industriekartoffeln 10 bis 12, Futterrüben 8 bis 10, Zwiebeln böhm. 70 bis 80, Knoblauch 150 bis 200, Heu böhm. ungepreßt 125 bis 145, Heu böhm. gepreßt 160 bis 170, Stroh gepreßt 35 bis 45. bbox=[66, 944, 442, 1196]
table-cell: 38·083 bbox=[1497, 1500, 1534, 1512]
table-cell: — bbox=[1604, 1408, 1610, 1420]
table-cell: — bbox=[1644, 1592, 1651, 1604]
table-cell: 31·046 bbox=[1497, 1331, 1534, 1343]
column-divider bbox=[1194, 119, 1196, 2212]
table-cell: 4 „ 1885 S bbox=[1211, 1665, 1273, 1677]
paragraph: Mais hatte lebhaften Umsatz, Laplata wurde zu K 153.— bis K 157.—, Yellow 6 zu K 155 bis K 156 und amerikanischer Cinquantin zu K 180 ab Tetschen verkauft. Auch slowakischer Mais wurde in einzelnen Partien zu K 115. bis K 120 ab slowakischen Stationen aus dem Markte genommen. bbox=[66, 184, 442, 276]
paragraph: Im „Večerní České Slovo" vom 23. Dezember 1922 befaßt sich Georg Stork osty unter diesem Titel mit dem sowohl seitens der Arbeitgeber als auch der Arbeitnehmer erhobenen Verlangen nach einer großzügigen Bekämpfung der Wirtschaftskrise bzw. Arbeitslosigkeit von Seiten des Staatsamts der Industrie zugeführten Staatslieferungen. Er behauptet, daß seitens der Stoatsverwaltung hiebei ein liberaler Vorgang gewählt werde und wenn häufig nicht jene Betriebe bedacht würden, welche am meisten unter der Arbeitslosigkeit leiden, so sei die Ursache nicht bei den staatlichen Organen, sondern bei den Offerenten, bzw. den offerierenden Unternehmen, gelegen. bbox=[66, 1475, 442, 1674]
